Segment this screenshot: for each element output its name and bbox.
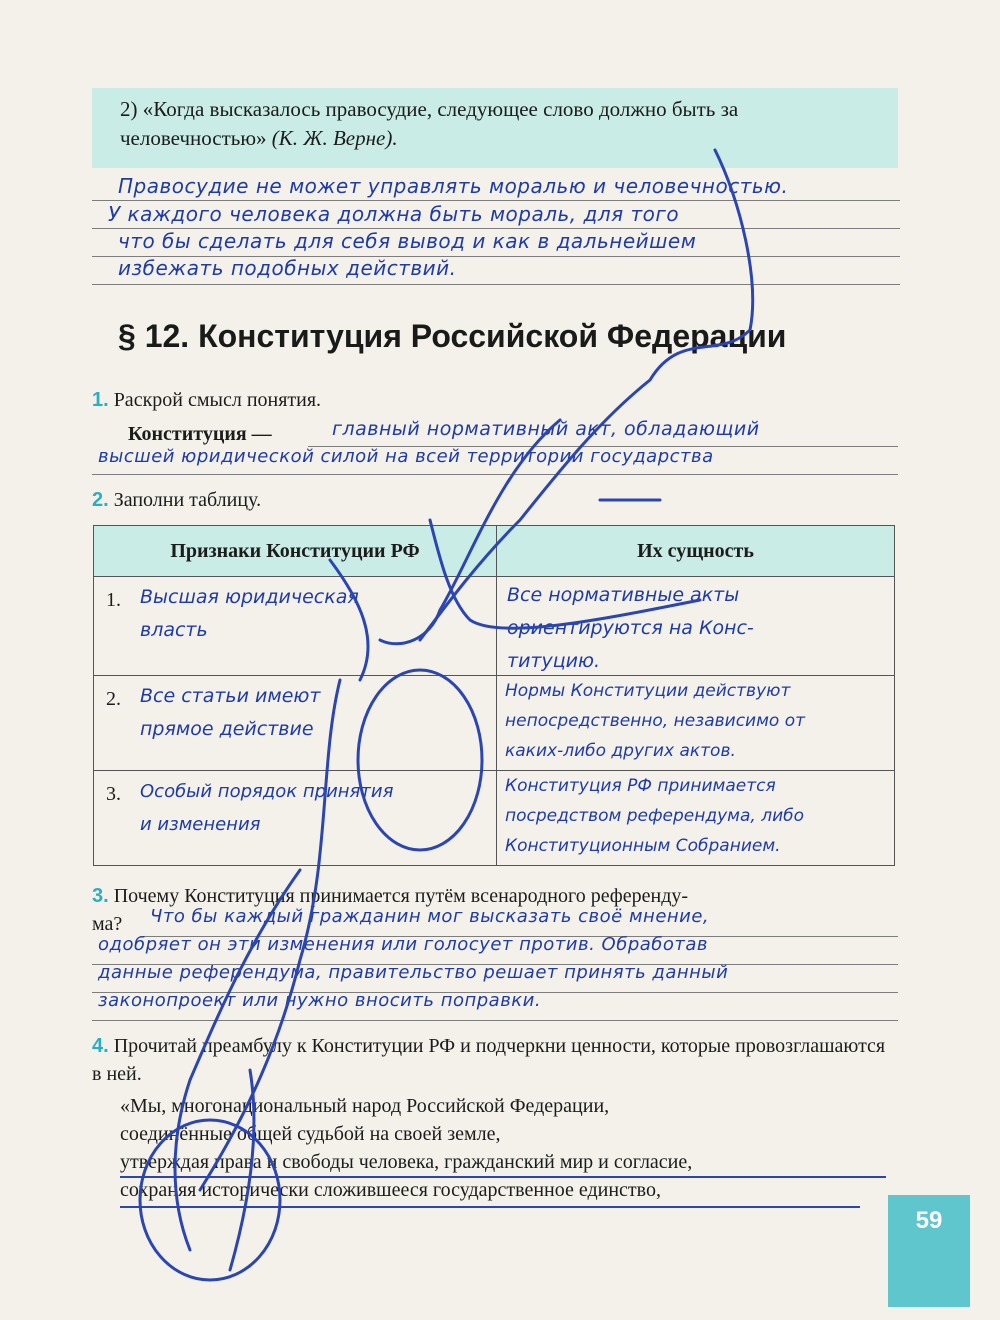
handwritten-essence: Конституция РФ принимается посредством референдума, либо Конституционным Собранием. [505, 776, 805, 856]
task-3-prompt-cont: ма? [92, 913, 123, 935]
task-text: Прочитай преамбулу к Конституции РФ и подчеркни ценности, которые провозглашаются в ней. [92, 1035, 886, 1085]
handwritten-line: избежать подобных действий. [118, 256, 457, 280]
handwritten-essence: Нормы Конституции действуют непосредственно, независимо от каких-либо других актов. [505, 681, 806, 761]
term-label: Конституция — [128, 423, 272, 445]
handwritten-line: главный нормативный акт, обладающий [332, 418, 760, 440]
pen-circle [140, 1120, 280, 1280]
handwritten-line: что бы сделать для себя вывод и как в дальнейшем [118, 229, 697, 253]
pen-circle [358, 670, 482, 850]
handwritten-line: высшей юридической силой на всей территории государства [98, 446, 714, 467]
pen-stroke [420, 150, 753, 640]
table-header: Признаки Конституции РФ [94, 526, 497, 577]
handwritten-sign: Все статьи имеют прямое действие [140, 685, 321, 740]
section-title: § 12. Конституция Российской Федерации [118, 318, 787, 354]
row-number: 1. [106, 589, 121, 611]
handwritten-line: Что бы каждый гражданин мог высказать своё мнение, [150, 906, 710, 927]
preamble-text: «Мы, многонациональный народ Российской Федерации, соединённые общей судьбой на своей земле, утверждая права и свободы человека, гражданский мир и согласие, сохраняя исторически сложившееся государственное единство, [120, 1095, 693, 1201]
task-text: Раскрой смысл понятия. [113, 389, 322, 411]
task-number: 2. [92, 489, 109, 511]
task-number: 3. [92, 885, 109, 907]
table-header: Их сущность [497, 526, 895, 577]
handwritten-line: Правосудие не может управлять моралью и человечностью. [118, 174, 789, 198]
task-number: 1. [92, 389, 109, 411]
pen-stroke [200, 680, 340, 1190]
handwritten-line: законопроект или нужно вносить поправки. [98, 990, 542, 1011]
row-number: 3. [106, 783, 121, 805]
handwritten-line: данные референдума, правительство решает принять данный [98, 962, 729, 983]
task-text: Почему Конституция принимается путём всенародного референду- [113, 885, 689, 907]
handwritten-sign: Высшая юридическая власть [140, 586, 359, 641]
quote-text: 2) «Когда высказалось правосудие, следующее слово должно быть за человечностью» [120, 97, 739, 150]
handwritten-essence: Все нормативные акты ориентируются на Конс- титуцию. [507, 584, 754, 672]
pen-stroke [330, 560, 368, 680]
handwritten-sign: Особый порядок принятия и изменения [140, 781, 394, 835]
task-number: 4. [92, 1035, 109, 1057]
task-text: Заполни таблицу. [113, 489, 262, 511]
row-number: 2. [106, 688, 121, 710]
pen-stroke [380, 420, 560, 644]
handwritten-line: У каждого человека должна быть мораль, для того [108, 202, 680, 226]
page-number: 59 [888, 1195, 970, 1307]
handwritten-line: одобряет он эти изменения или голосует против. Обработав [98, 934, 709, 955]
quote-author: (К. Ж. Верне). [271, 126, 398, 150]
